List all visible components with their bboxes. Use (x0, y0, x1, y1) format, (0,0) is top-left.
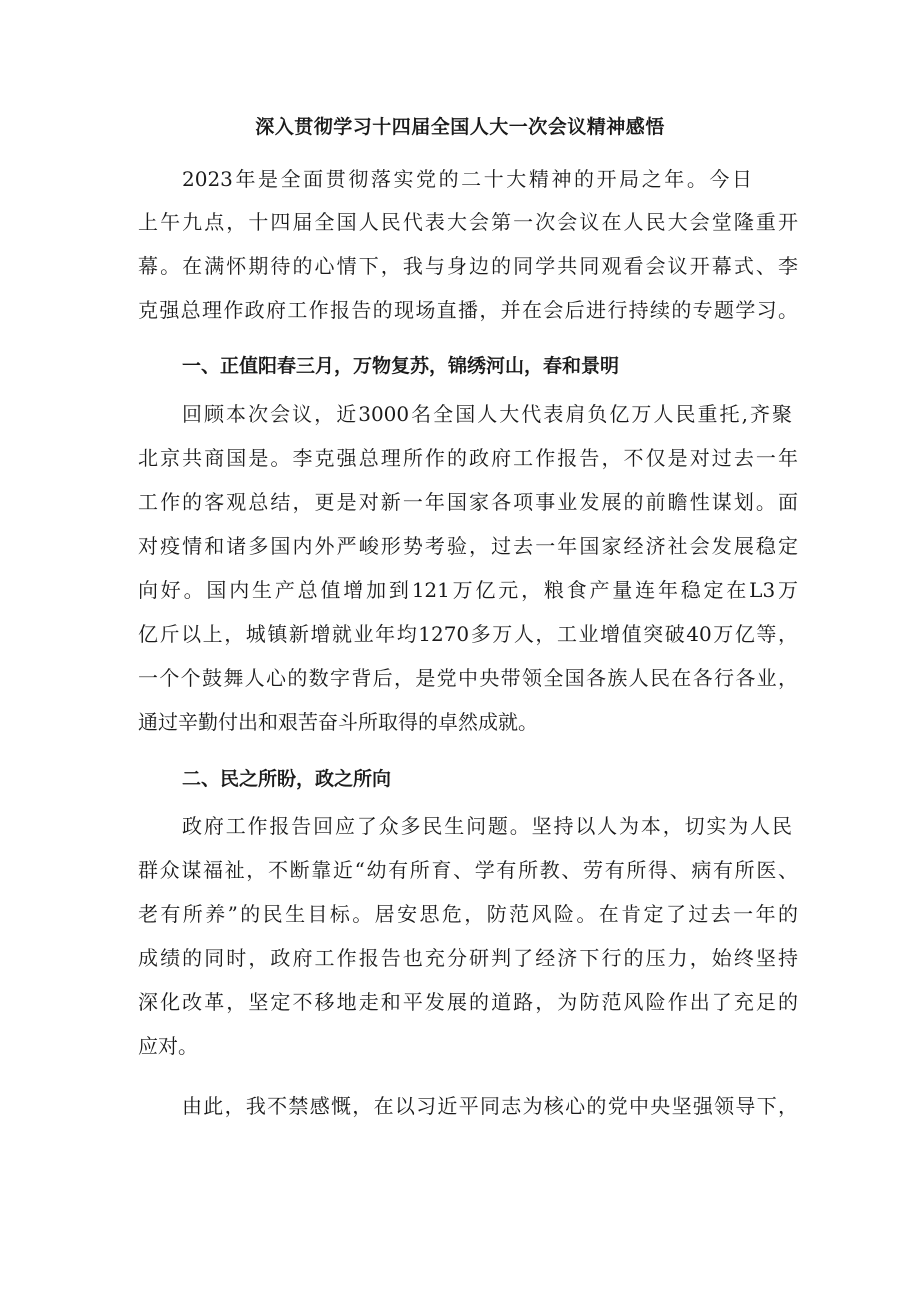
paragraph-2-line-1: 回顾本次会议，近3000名全国人大代表肩负亿万人民重托,齐聚 (182, 402, 792, 426)
section-heading-1: 一、正值阳春三月，万物复苏，锦绣河山，春和景明 (182, 355, 620, 377)
paragraph-2-line-2: 北京共商国是。李克强总理所作的政府工作报告，不仅是对过去一年 (138, 446, 798, 470)
paragraph-2-line-7: 一个个鼓舞人心的数字背后，是党中央带领全国各族人民在各行各业， (138, 666, 798, 690)
paragraph-1-line-1: 2023年是全面贯彻落实党的二十大精神的开局之年。今日 (182, 167, 752, 191)
paragraph-2-line-5: 向好。国内生产总值增加到121万亿元，粮食产量连年稳定在L3万 (138, 578, 798, 602)
paragraph-3-line-2: 群众谋福祉，不断靠近“幼有所育、学有所教、劳有所得、病有所医、 (138, 858, 798, 882)
paragraph-1-line-4: 克强总理作政府工作报告的现场直播，并在会后进行持续的专题学习。 (138, 298, 798, 322)
paragraph-1-line-2: 上午九点，十四届全国人民代表大会第一次会议在人民大会堂隆重开 (138, 210, 798, 234)
section-heading-2: 二、民之所盼，政之所向 (182, 768, 392, 790)
paragraph-2-line-8: 通过辛勤付出和艰苦奋斗所取得的卓然成就。 (138, 710, 538, 734)
paragraph-4-line-1: 由此，我不禁感慨，在以习近平同志为核心的党中央坚强领导下， (182, 1094, 798, 1118)
paragraph-3-line-5: 深化改革，坚定不移地走和平发展的道路，为防范风险作出了充足的 (138, 990, 798, 1014)
paragraph-3-line-3: 老有所养”的民生目标。居安思危，防范风险。在肯定了过去一年的 (138, 902, 798, 926)
paragraph-3-line-1: 政府工作报告回应了众多民生问题。坚持以人为本，切实为人民 (182, 814, 792, 838)
paragraph-2-line-4: 对疫情和诸多国内外严峻形势考验，过去一年国家经济社会发展稳定 (138, 534, 798, 558)
paragraph-3-line-6: 应对。 (138, 1034, 198, 1058)
paragraph-2-line-6: 亿斤以上，城镇新增就业年均1270多万人，工业增值突破40万亿等， (138, 622, 798, 646)
paragraph-2-line-3: 工作的客观总结，更是对新一年国家各项事业发展的前瞻性谋划。面 (138, 490, 798, 514)
paragraph-1-line-3: 幕。在满怀期待的心情下，我与身边的同学共同观看会议开幕式、李 (138, 254, 798, 278)
document-title: 深入贯彻学习十四届全国人大一次会议精神感悟 (255, 116, 665, 138)
paragraph-3-line-4: 成绩的同时，政府工作报告也充分研判了经济下行的压力，始终坚持 (138, 946, 798, 970)
